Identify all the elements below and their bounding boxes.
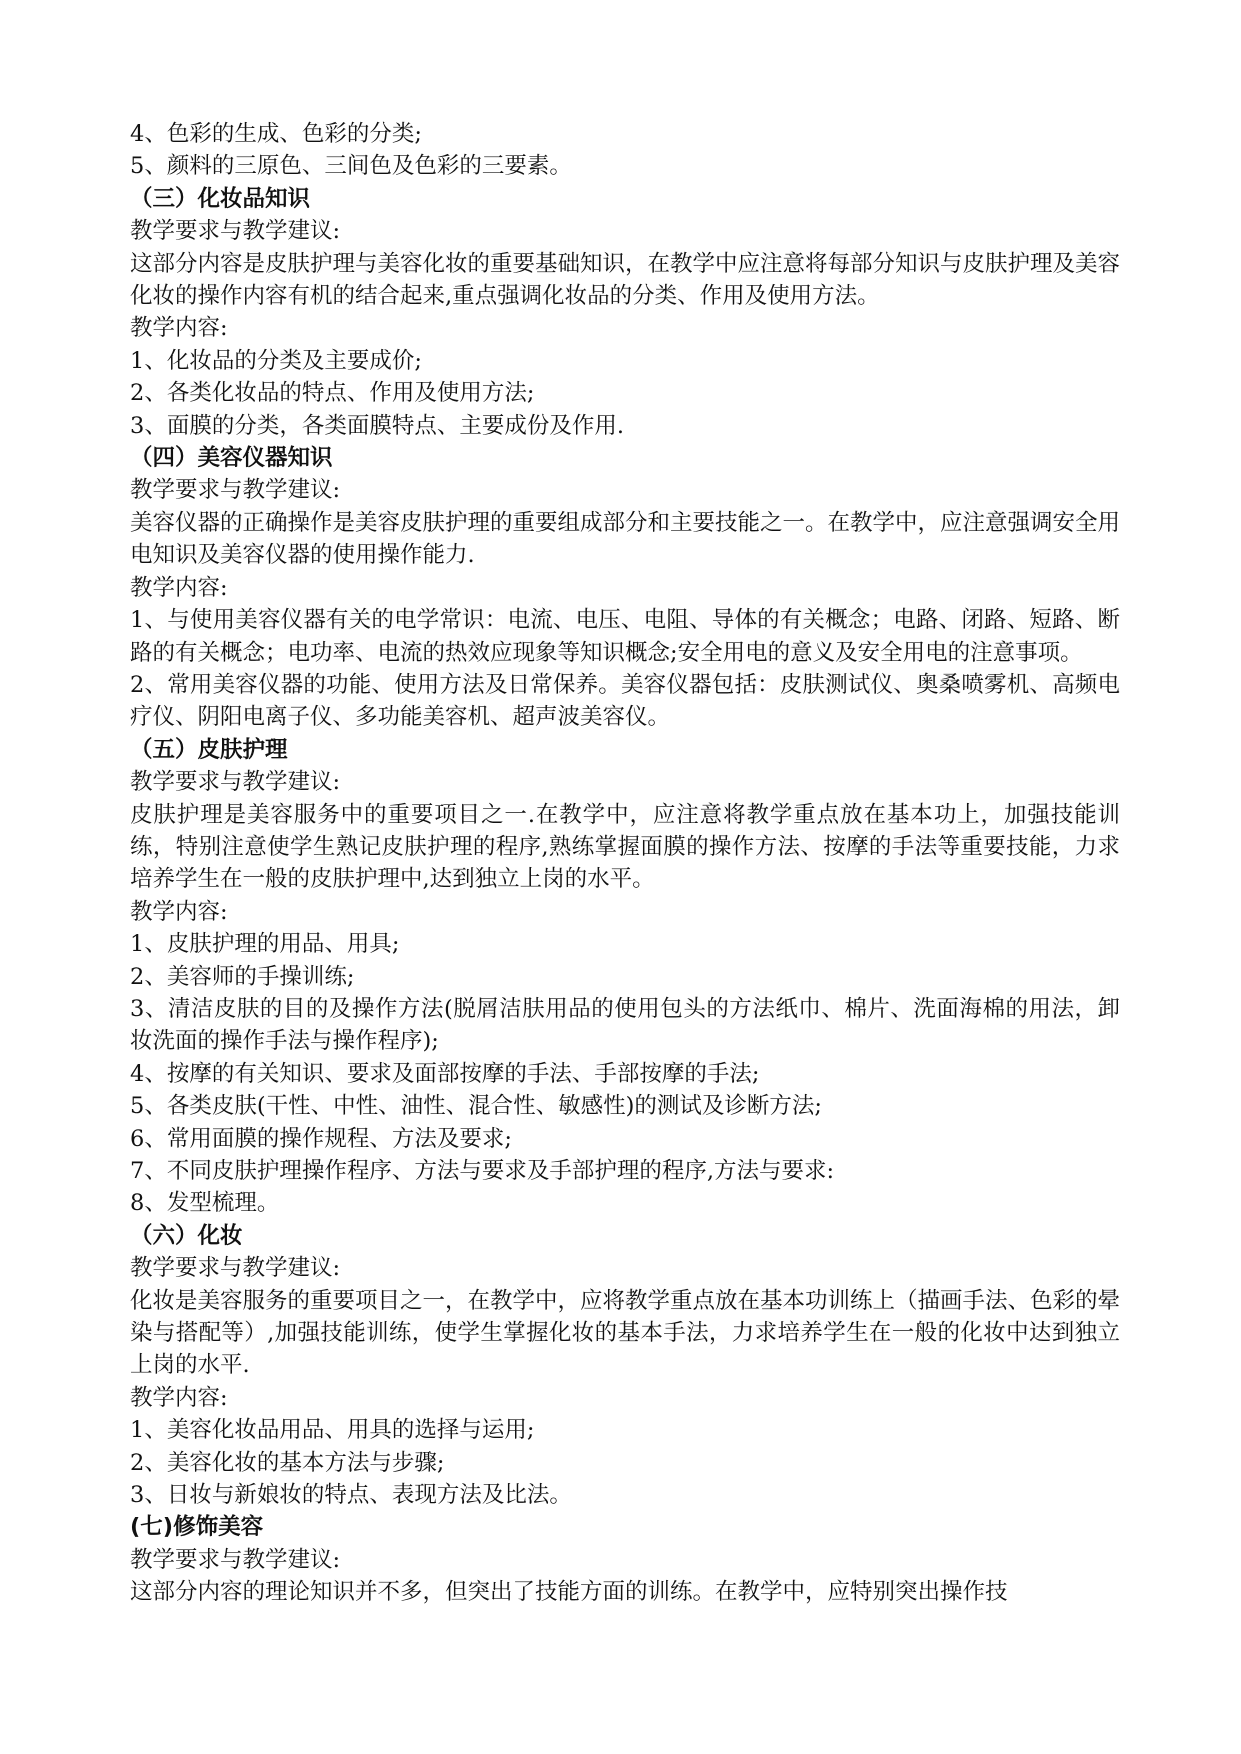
- requirements-text: 皮肤护理是美容服务中的重要项目之一.在教学中，应注意将教学重点放在基本功上，加强技能训练，特别注意使学生熟记皮肤护理的程序,熟练掌握面膜的操作方法、按摩的手法等重要技能，力求培养学生在一般的皮肤护理中,达到独立上岗的水平。: [130, 801, 1120, 893]
- content-label: 教学内容:: [130, 574, 228, 601]
- content-label: 教学内容:: [130, 898, 228, 925]
- list-item: 4、按摩的有关知识、要求及面部按摩的手法、手部按摩的手法;: [130, 1060, 760, 1087]
- requirements-text: 这部分内容的理论知识并不多，但突出了技能方面的训练。在教学中，应特别突出操作技: [130, 1579, 1008, 1606]
- section-heading: （三）化妆品知识: [130, 185, 311, 212]
- requirements-text: 这部分内容是皮肤护理与美容化妆的重要基础知识，在教学中应注意将每部分知识与皮肤护理及美容化妆的操作内容有机的结合起来,重点强调化妆品的分类、作用及使用方法。: [130, 250, 1121, 310]
- requirements-label: 教学要求与教学建议:: [130, 769, 341, 796]
- document-body: [130, 118, 1120, 1609]
- list-item: 3、日妆与新娘妆的特点、表现方法及比法。: [130, 1482, 572, 1509]
- list-item: 2、美容化妆的基本方法与步骤;: [130, 1449, 445, 1476]
- list-item: 1、美容化妆品用品、用具的选择与运用;: [130, 1417, 535, 1444]
- list-item: 7、不同皮肤护理操作程序、方法与要求及手部护理的程序,方法与要求:: [130, 1158, 835, 1184]
- list-item: 2、常用美容仪器的功能、使用方法及日常保养。美容仪器包括：皮肤测试仪、奥桑喷雾机、高频电疗仪、阴阳电离子仪、多功能美容机、超声波美容仪。: [130, 671, 1120, 731]
- requirements-label: 教学要求与教学建议:: [130, 1255, 341, 1282]
- list-item: 3、面膜的分类，各类面膜特点、主要成份及作用.: [130, 412, 624, 439]
- section-heading: （五）皮肤护理: [130, 736, 288, 763]
- list-item: 3、清洁皮肤的目的及操作方法(脱屑洁肤用品的使用包头的方法纸巾、棉片、洗面海棉的用法，卸妆洗面的操作手法与操作程序);: [130, 995, 1120, 1055]
- list-item: 2、美容师的手操训练;: [130, 963, 355, 990]
- requirements-text: 化妆是美容服务的重要项目之一，在教学中，应将教学重点放在基本功训练上（描画手法、色彩的晕染与搭配等）,加强技能训练，使学生掌握化妆的基本手法，力求培养学生在一般的化妆中达到独立上岗的水平.: [130, 1287, 1121, 1379]
- section-heading: （六）化妆: [130, 1222, 243, 1249]
- list-item: 1、皮肤护理的用品、用具;: [130, 931, 400, 958]
- list-item: 5、颜料的三原色、三间色及色彩的三要素。: [130, 153, 572, 180]
- list-item: 8、发型梳理。: [130, 1190, 280, 1217]
- section-heading: (七)修饰美容: [130, 1514, 264, 1541]
- requirements-text: 美容仪器的正确操作是美容皮肤护理的重要组成部分和主要技能之一。在教学中，应注意强调安全用电知识及美容仪器的使用操作能力.: [130, 509, 1121, 569]
- list-item: 1、与使用美容仪器有关的电学常识：电流、电压、电阻、导体的有关概念；电路、闭路、短路、断路的有关概念；电功率、电流的热效应现象等知识概念;安全用电的意义及安全用电的注意事项。: [130, 607, 1120, 666]
- content-label: 教学内容:: [130, 315, 228, 342]
- list-item: 4、色彩的生成、色彩的分类;: [130, 121, 422, 147]
- list-item: 5、各类皮肤(干性、中性、油性、混合性、敏感性)的测试及诊断方法;: [130, 1093, 822, 1120]
- requirements-label: 教学要求与教学建议:: [130, 218, 341, 245]
- list-item: 6、常用面膜的操作规程、方法及要求;: [130, 1125, 512, 1152]
- list-item: 1、化妆品的分类及主要成价;: [130, 347, 422, 374]
- section-heading: （四）美容仪器知识: [130, 445, 333, 472]
- list-item: 2、各类化妆品的特点、作用及使用方法;: [130, 380, 535, 407]
- requirements-label: 教学要求与教学建议:: [130, 1546, 341, 1573]
- content-label: 教学内容:: [130, 1384, 228, 1411]
- requirements-label: 教学要求与教学建议:: [130, 477, 341, 504]
